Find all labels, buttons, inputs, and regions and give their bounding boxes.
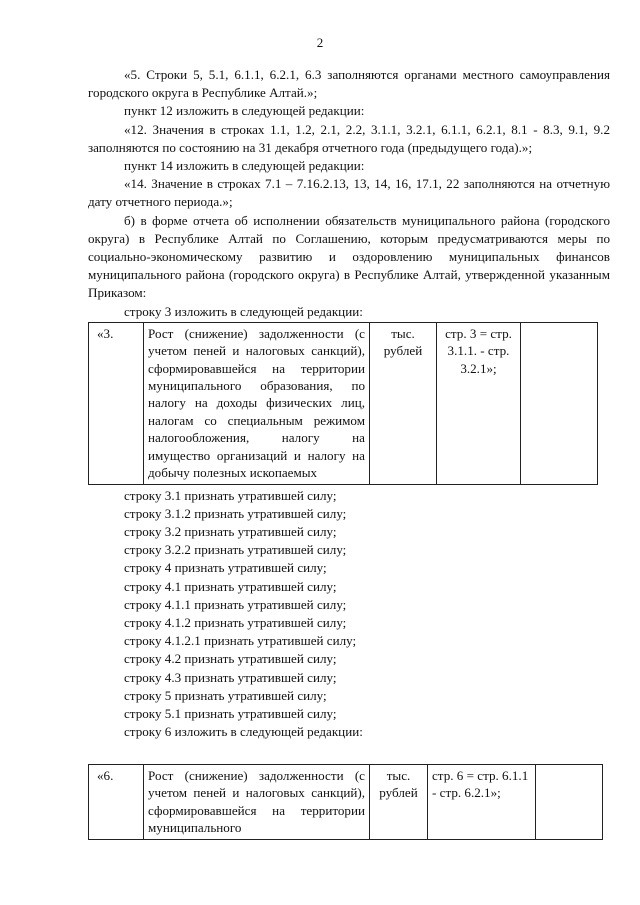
list-item: строку 5 признать утратившей силу; bbox=[124, 687, 327, 703]
paragraph-point-12-intro: пункт 12 изложить в следующей редакции: bbox=[124, 103, 365, 119]
row-empty-cell bbox=[521, 322, 598, 484]
row-description-cell: Рост (снижение) задолженности (с учетом пеней и налоговых санкций), сформировавшейся на территории муниципального bbox=[144, 765, 370, 840]
table-row bbox=[89, 765, 603, 840]
paragraph-point-14-intro: пункт 14 изложить в следующей редакции: bbox=[124, 158, 365, 174]
row-description-cell: Рост (снижение) задолженности (с учетом пеней и налоговых санкций), сформировавшейся на территории муниципального образования, по налогу на доходы физических лиц, налогам со специальным режимом налогообложения, налогу на имущество организаций и налогу на добычу полезных ископаемых bbox=[144, 322, 370, 484]
list-item: строку 4.2 признать утратившей силу; bbox=[124, 651, 337, 667]
document-body bbox=[88, 66, 610, 741]
list-item: строку 4.3 признать утратившей силу; bbox=[124, 669, 337, 685]
row-unit-cell: тыс. рублей bbox=[370, 765, 428, 840]
list-item: строку 5.1 признать утратившей силу; bbox=[124, 705, 337, 721]
row-empty-cell bbox=[536, 765, 603, 840]
row-formula-cell: стр. 3 = стр. 3.1.1. - стр. 3.2.1»; bbox=[437, 322, 521, 484]
table-row-3 bbox=[88, 322, 598, 485]
table-row-6-clip bbox=[88, 760, 610, 905]
list-item: строку 4 признать утратившей силу; bbox=[124, 560, 327, 576]
list-item: строку 4.1.2.1 признать утратившей силу; bbox=[124, 633, 357, 649]
strike-lines-list bbox=[88, 487, 610, 724]
table-row-6 bbox=[88, 764, 603, 840]
paragraph-item-5: «5. Строки 5, 5.1, 6.1.1, 6.2.1, 6.3 заполняются органами местного самоуправления городского округа в Республике Алтай.»; bbox=[88, 67, 610, 101]
row-unit-cell: тыс. рублей bbox=[370, 322, 437, 484]
paragraph-row-6-intro: строку 6 изложить в следующей редакции: bbox=[124, 724, 363, 740]
paragraph-item-12: «12. Значения в строках 1.1, 1.2, 2.1, 2.2, 3.1.1, 3.2.1, 6.1.1, 6.2.1, 8.1 - 8.3, 9.1, 9.2 заполняются по состоянию на 31 декабря отчетного года (предыдущего года).»; bbox=[88, 121, 610, 155]
list-item: строку 3.1.2 признать утратившей силу; bbox=[124, 505, 347, 521]
page-number: 2 bbox=[316, 35, 324, 50]
row-number-cell: «3. bbox=[89, 322, 144, 484]
list-item: строку 4.1.2 признать утратившей силу; bbox=[124, 614, 347, 630]
list-item: строку 4.1.1 признать утратившей силу; bbox=[124, 596, 347, 612]
paragraph-row-3-intro: строку 3 изложить в следующей редакции: bbox=[124, 303, 363, 319]
list-item: строку 3.2.2 признать утратившей силу; bbox=[124, 542, 347, 558]
table-row bbox=[89, 322, 598, 484]
paragraph-item-14: «14. Значение в строках 7.1 – 7.16.2.13, 13, 14, 16, 17.1, 22 заполняются на отчетную дату отчетного периода.»; bbox=[88, 176, 610, 210]
row-formula-cell: стр. 6 = стр. 6.1.1 - стр. 6.2.1»; bbox=[428, 765, 536, 840]
paragraph-b: б) в форме отчета об исполнении обязательств муниципального района (городского округа) в Республике Алтай по Соглашению, которым предусматриваются меры по социально-экономическому развитию и оздоровлению муниципальных финансов муниципального района (городского округа) в Республике Алтай, утвержденной указанным Приказом: bbox=[88, 212, 610, 301]
list-item: строку 3.2 признать утратившей силу; bbox=[124, 523, 337, 539]
list-item: строку 4.1 признать утратившей силу; bbox=[124, 578, 337, 594]
list-item: строку 3.1 признать утратившей силу; bbox=[124, 487, 337, 503]
row-number-cell: «6. bbox=[89, 765, 144, 840]
